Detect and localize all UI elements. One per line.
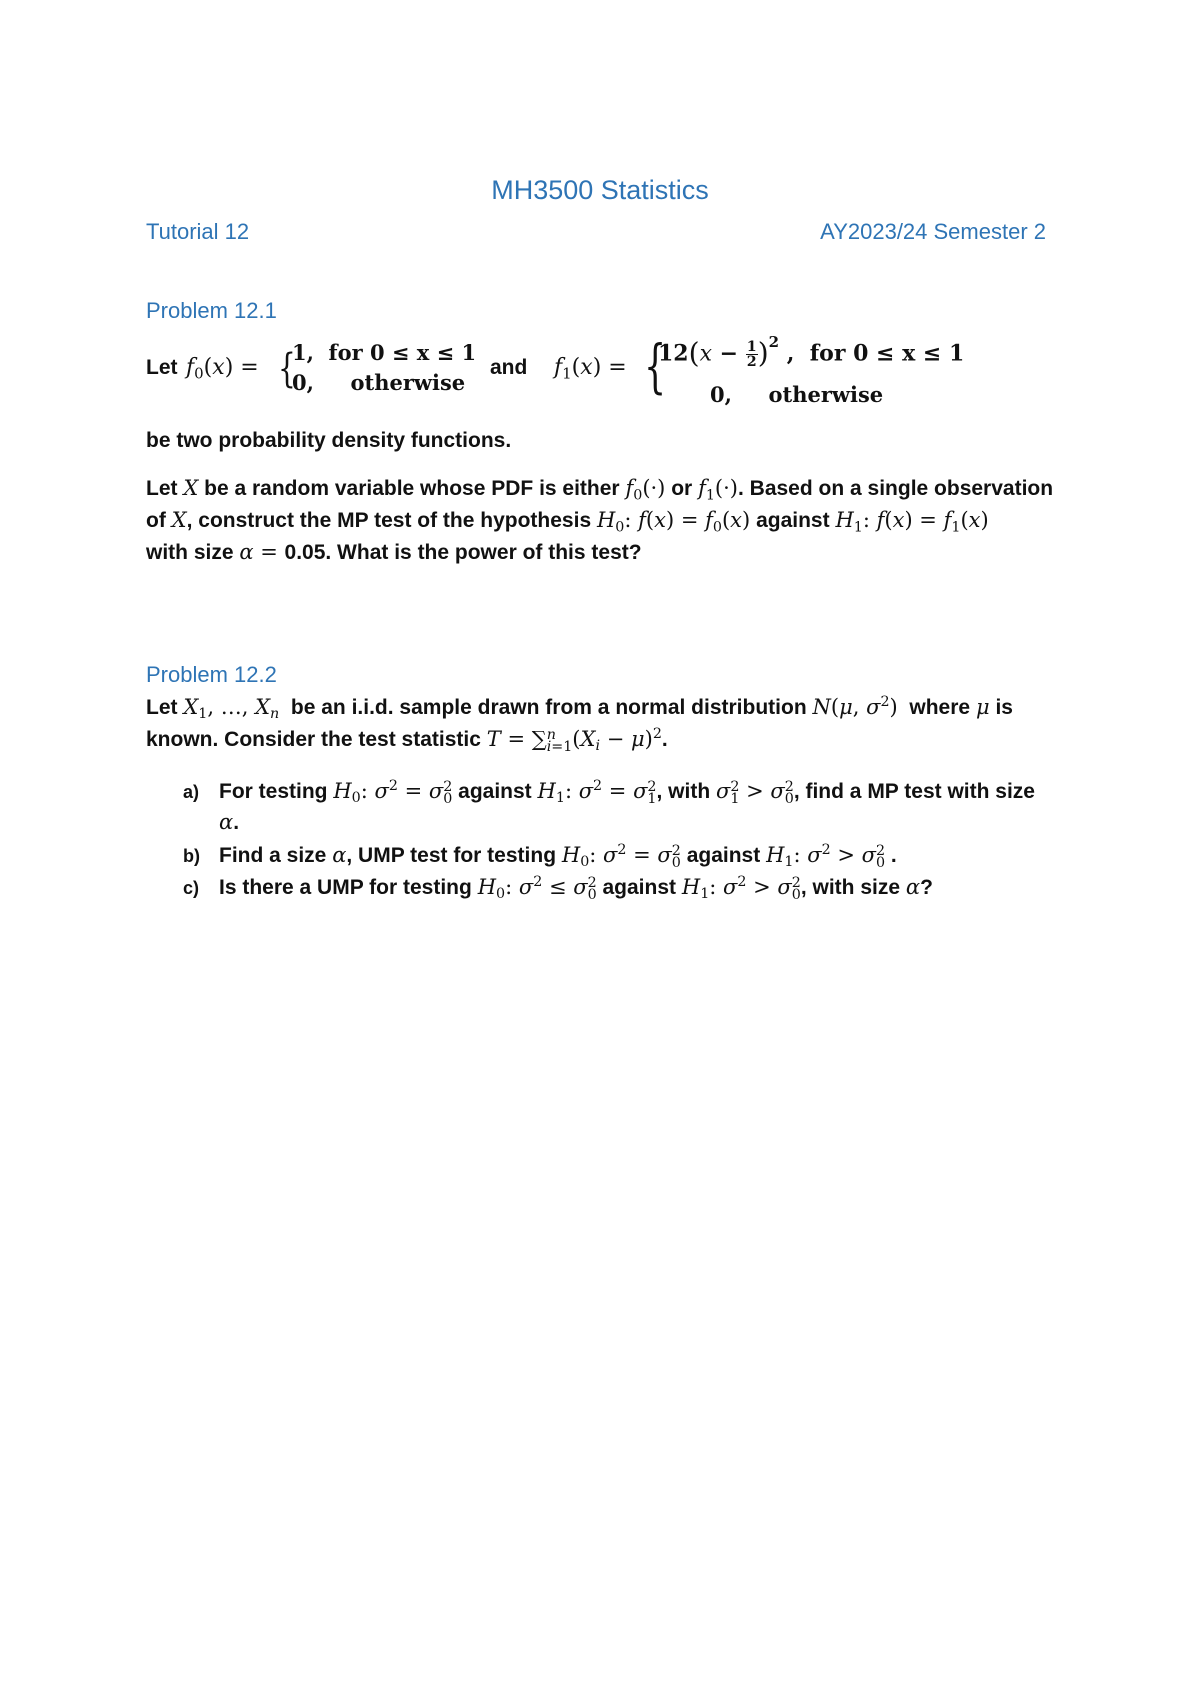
f1-case-1-condition: for 0 ≤ x ≤ 1 [809,340,965,367]
f0-brace: { [278,346,296,392]
f1-definition: $f_1(x)$ = [554,355,627,383]
f0-case-2: 0, otherwise [292,370,466,395]
f0-definition: $f_0(x)$ = [186,355,259,383]
pdf-sentence: be two probability density functions. [146,429,512,452]
problem-2-line-2: known. Consider the test statistic T = ∑n $i=1(X_i - \mu)^2$. [146,726,668,755]
f1-brace: { [644,332,667,400]
item-a-line-2: α. [219,810,240,834]
item-a-label: a) [183,782,200,802]
item-a-line-1: For testing $H_0$: $\sigma^2 = \sigma 2$ 0 against $H_1$: $\sigma^2 = \sigma 2$ 1, with σ2 1 > σ2 0, find a MP test with size [219,778,1035,807]
problem-1-line-2: of X, construct the MP test of the hypothesis $H_0$: $f(x) = f_0(x)$ against $H_1$: $f(x) = f_1(x)$ [146,508,989,536]
problem-1-heading: Problem 12.1 [146,298,277,323]
let-label: Let [146,356,178,379]
and-label: and [490,356,528,379]
item-b-label: b) [183,846,200,866]
document-title: MH3500 Statistics [491,175,709,205]
item-b-line: Find a size α, UMP test for testing $H_0$: $\sigma^2 = \sigma 2$ 0 against $H_1$: $\sigma^2 > \sigma 2$ 0 . [219,842,897,871]
semester-label: AY2023/24 Semester 2 [820,219,1046,244]
f0-case-1-condition: for 0 ≤ x ≤ 1 [328,340,477,365]
problem-2-line-1: Let $X_1$, …, $X_n$ be an i.i.d. sample drawn from a normal distribution N(μ, $\sigma^2$) where μ is [146,694,1013,723]
problem-1-line-3: with size α = 0.05. What is the power of this test? [146,540,642,564]
item-c-label: c) [183,878,200,898]
tutorial-label: Tutorial 12 [146,219,250,244]
problem-1-line-1: Let X be a random variable whose PDF is either $f_0(\cdot)$ or $f_1(\cdot)$. Based on a single observation [146,476,1054,504]
f0-case-2-condition: otherwise [350,370,466,395]
f1-case-2-condition: otherwise [768,382,884,407]
problem-2-heading: Problem 12.2 [146,662,277,687]
item-c-line: Is there a UMP for testing $H_0$: $\sigma^2 \le \sigma 2$ 0 against $H_1$: $\sigma^2 > \sigma 2$ 0, with size α? [219,874,933,903]
f1-case-1: 12(x − $\frac{1}{2}$ )$^2$ , for 0 ≤ x ≤ 1 [658,333,965,370]
f1-case-2: 0, otherwise [710,382,884,407]
f0-case-1: 1, for 0 ≤ x ≤ 1 [292,340,477,365]
